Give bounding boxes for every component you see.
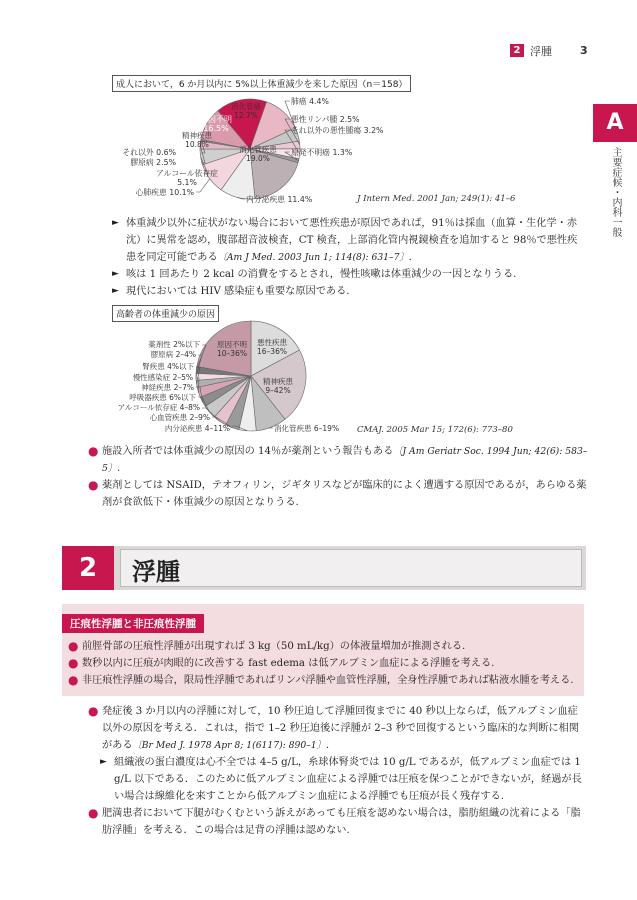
arrow-bullet-icon: ► [112, 218, 119, 228]
bullet-item: ● 施設入所者では体重減少の原因の 14％が薬剤という報告もある〔J Am Geriatr Soc. 1994 Jun; 42(6): 583–5〕. [88, 444, 588, 474]
slice-value-9: 5.1% [177, 178, 197, 187]
slice-label-9: 腎疾患 4%以下 [142, 362, 194, 371]
chart2-title: 高齢者の体重減少の原因 [112, 305, 219, 322]
slice-value-0: 16–36% [257, 347, 287, 356]
slice-label-6: 消化管疾患 [239, 145, 277, 154]
slice-value-6: 19.0% [246, 154, 270, 163]
slice-label-8: 慢性感染症 2–5% [132, 373, 193, 382]
dot-bullet-icon: ● [88, 478, 99, 492]
paragraph-block-2 [88, 443, 588, 511]
bullet-item: ► 現代においては HIV 感染症も重要な原因である. [112, 283, 587, 300]
slice-label-5: 原発不明癌 1.3% [291, 148, 353, 157]
bullet-item: ● 肥満患者において下腿がむくむという訴えがあっても圧痕を認めない場合は，脂肪組織の沈着による「脂肪浮腫」を考える．この場合は足背の浮腫は認めない. [88, 806, 581, 836]
side-tab-letter: A [593, 104, 637, 142]
arrow-bullet-icon: ► [112, 286, 119, 296]
key-point-tag: 圧痕性浮腫と非圧痕性浮腫 [62, 614, 204, 633]
dot-bullet-icon: ● [88, 806, 99, 820]
slice-label-7: 神経疾患 2–7% [141, 383, 194, 392]
slice-label-3: 悪性リンパ腫 2.5% [291, 115, 360, 124]
chart1-figure [60, 92, 510, 207]
slice-label-1: 消化管癌 [231, 102, 261, 111]
page-number: 3 [580, 44, 588, 57]
side-tab-text: 主要症候・内科一般 [610, 147, 621, 237]
dot-bullet-icon: ● [68, 639, 79, 653]
arrow-bullet-icon: ► [112, 269, 119, 279]
section-heading-panel [120, 549, 582, 587]
slice-label-2: 肺癌 4.4% [291, 97, 329, 106]
dot-bullet-icon: ● [88, 704, 99, 718]
section-number: 2 [62, 546, 114, 590]
section-title: 浮腫 [132, 557, 180, 586]
slice-label-9: アルコール依存症 [156, 169, 218, 178]
slice-label-12: 精神疾患 [182, 131, 212, 140]
slice-value-0: 16.5% [203, 124, 229, 133]
chart1-title: 成人において，6 か月以内に 5%以上体重減少を来した原因（n＝158） [112, 75, 411, 92]
slice-label-1: 精神疾患 [263, 377, 293, 386]
chart2-figure [60, 318, 510, 438]
bullet-item: ► 体重減少以外に症状がない場合において悪性疾患が原因であれば，91％は採血（血算・生化学・赤沈）に異常を認め，腹部超音波検査，CT 検査，上部消化管内視鏡検査を追加すると 98％で悪性疾患を同定可能である〔Am J Med. 2003 Jun 1; 114(8): 631–7〕. [112, 215, 587, 266]
header-section-badge: 2 [510, 44, 524, 57]
key-point-item: ● 前脛骨部の圧痕性浮腫が出現すれば 3 kg（50 mL/kg）の体液量増加が推測される. [68, 639, 466, 653]
bullet-item: ● 薬剤としては NSAID，テオフィリン，ジギタリスなどが臨床的によく遭遇する原因であるが，あらゆる薬剤が食欲低下・体重減少の原因となりうる. [88, 478, 587, 508]
paragraph-block-1 [112, 215, 587, 300]
slice-label-3: 内分泌疾患 4–11% [164, 424, 230, 433]
slice-label-8: 心肺疾患 10.1% [135, 188, 194, 197]
slice-label-4: それ以外の悪性腫瘍 3.2% [291, 126, 384, 135]
slice-label-0: 悪性疾患 [257, 338, 287, 347]
slice-label-7: 内分泌疾患 11.4% [246, 195, 313, 204]
key-point-item: ● 非圧痕性浮腫の場合，限局性浮腫であればリンパ浮腫や血管性浮腫，全身性浮腫であれば粘液水腫を考える. [68, 673, 574, 687]
paragraph-block-3 [88, 703, 588, 839]
slice-label-2: 消化管疾患 6–19% [274, 424, 340, 433]
slice-value-12: 10.8% [185, 140, 209, 149]
slice-value-1: 9–42% [265, 386, 291, 395]
dot-bullet-icon: ● [68, 656, 79, 670]
slice-label-10: 膠原病 2–4% [150, 350, 196, 359]
slice-label-12: 原因不明 [217, 340, 247, 349]
slice-label-11: 薬剤性 2%以下 [148, 340, 200, 349]
arrow-bullet-icon: ► [100, 757, 107, 767]
bullet-item: ● 発症後 3 か月以内の浮腫に対して，10 秒圧迫して浮腫回復までに 40 秒以上ならば，低アルブミン血症以外の原因を考える．これは，指で 1–2 秒圧迫後に浮腫が 2–3 秒で回復するという臨床的な判断に相関がある〔Br Med J. 1978 Apr 8; 1(6117): 890–1〕. [88, 704, 579, 751]
sub-bullet-item: ► 組織液の蛋白濃度は心不全では 4–5 g/L，糸球体腎炎では 10 g/L であるが，低アルブミン血症では 1 g/L 以下である．このために低アルブミン血症による浮腫では圧痕を保つことができないが，経過が長い場合は線維化を来すことから低アルブミン血症による浮腫でも圧痕が長く残存する. [88, 754, 588, 805]
slice-label-10: 膠原病 2.5% [130, 158, 176, 167]
slice-label-11: それ以外 0.6% [122, 148, 176, 157]
slice-label-0: 原因不明 [200, 115, 232, 124]
slice-label-5: アルコール依存症 4–8% [117, 403, 200, 412]
key-point-list [68, 638, 580, 689]
slice-label-6: 呼吸器疾患 6%以下 [129, 393, 196, 402]
dot-bullet-icon: ● [88, 444, 99, 458]
slice-value-12: 10–36% [217, 349, 247, 358]
header-section-title: 浮腫 [530, 45, 552, 58]
chart1-citation: J Intern Med. 2001 Jan; 249(1): 41–6 [357, 194, 516, 204]
bullet-item: ► 咳は 1 回あたり 2 kcal の消費をするとされ，慢性咳嗽は体重減少の一因となりうる. [112, 266, 587, 283]
key-point-item: ● 数秒以内に圧痕が肉眼的に改善する fast edema は低アルブミン血症による浮腫を考える. [68, 656, 495, 670]
slice-value-1: 12.7% [234, 111, 258, 120]
chart2-citation: CMAJ. 2005 Mar 15; 172(6): 773–80 [357, 425, 513, 435]
leader-line-8 [196, 179, 210, 192]
slice-label-4: 心血管疾患 2–9% [149, 413, 210, 422]
dot-bullet-icon: ● [68, 673, 79, 687]
